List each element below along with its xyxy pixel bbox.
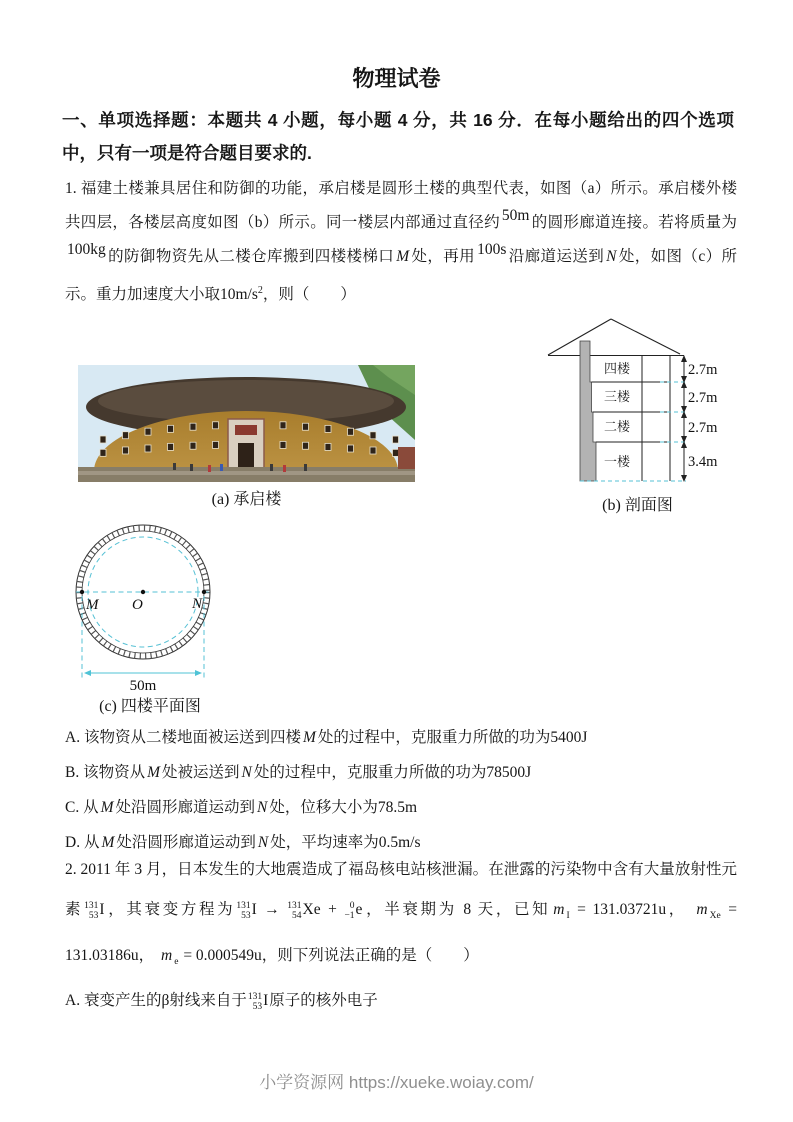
question-2-text: 2. 2011 年 3 月，日本发生的大地震造成了福岛核电站核泄漏。在泄露的污染物中含有大量放射性元素 131 53 I，其衰变方程为 131 53 I → 131 54 Xe + 0 −1 e，半衰期为 8 天，已知 m $_I$ = 131.03721u， m $_{Xe}$ = 131.03186u， m $_e$ = 0.000549u，则下列说法正确的是（ ） bbox=[65, 861, 737, 968]
figure-c-caption: (c) 四楼平面图 bbox=[99, 698, 201, 715]
height-label: 2.7m bbox=[688, 390, 718, 406]
question-1-text: 1. 福建土楼兼具居住和防御的功能，承启楼是圆形土楼的典型代表，如图（a）所示。承启楼外楼共四层，各楼层高度如图（b）所示。同一楼层内部通过直径约 50m 的圆形廊道连接。若将质量为100kg 的防御物资先从二楼仓库搬到四楼楼梯口 M 处，再用 100s 沿廊道运送到 N 处，如图（c）所示。重力加速度大小取$10m/s^2$，则（ ） bbox=[65, 180, 737, 304]
page-title: 物理试卷 bbox=[352, 66, 441, 91]
height-labels bbox=[688, 362, 718, 470]
point-label-o: O bbox=[132, 597, 143, 613]
figure-a-caption: (a) 承启楼 bbox=[211, 491, 282, 508]
floor-label: 四楼 bbox=[603, 361, 631, 376]
roof-outline bbox=[548, 319, 684, 356]
question-1-options bbox=[65, 720, 587, 860]
cross-section-diagram bbox=[530, 305, 745, 490]
height-label: 2.7m bbox=[688, 362, 718, 378]
floor-label: 二楼 bbox=[603, 419, 631, 434]
point-labels bbox=[85, 596, 203, 613]
question-1-option-b: B. 该物资从 M 处被运送到 N 处的过程中，克服重力所做的功为78500J bbox=[65, 764, 532, 781]
tulou-photo bbox=[78, 365, 415, 482]
photo-gate-door bbox=[238, 443, 254, 470]
wall-section bbox=[580, 341, 596, 481]
footer-credit: 小学资源网 https://xueke.woiay.com/ bbox=[259, 1073, 534, 1092]
question-1-option-c: C. 从 M 处沿圆形廊道运动到 N 处，位移大小为78.5m bbox=[65, 799, 418, 816]
photo-corner-structure bbox=[398, 447, 415, 469]
floor-plan-diagram bbox=[60, 520, 230, 695]
diameter-dimension-label: 50m bbox=[129, 678, 157, 694]
point-label-m: M bbox=[86, 597, 99, 613]
photo-walkway bbox=[78, 471, 415, 475]
point-label-n: N bbox=[192, 596, 203, 612]
height-label: 2.7m bbox=[688, 420, 718, 436]
photo-gate-plaque bbox=[235, 425, 257, 435]
dimension-extension-lines bbox=[82, 596, 204, 678]
height-label: 3.4m bbox=[688, 454, 718, 470]
section-heading: 一、单项选择题：本题共 4 小题，每小题 4 分，共 16 分．在每小题给出的四个选项中，只有一项是符合题目要求的. bbox=[62, 110, 734, 163]
floor-label: 一楼 bbox=[603, 454, 631, 469]
floor-label: 三楼 bbox=[603, 389, 631, 404]
question-1-option-d: D. 从 M 处沿圆形廊道运动到 N 处，平均速率为0.5m/s bbox=[65, 834, 421, 851]
question-1-option-a: A. 该物资从二楼地面被运送到四楼 M 处的过程中，克服重力所做的功为5400J bbox=[65, 729, 588, 746]
figure-b-caption: (b) 剖面图 bbox=[602, 497, 673, 514]
floor-labels bbox=[604, 361, 631, 469]
question-2-option-a: A. 衰变产生的β射线来自于 131 53 I原子的核外电子 bbox=[65, 991, 378, 1013]
